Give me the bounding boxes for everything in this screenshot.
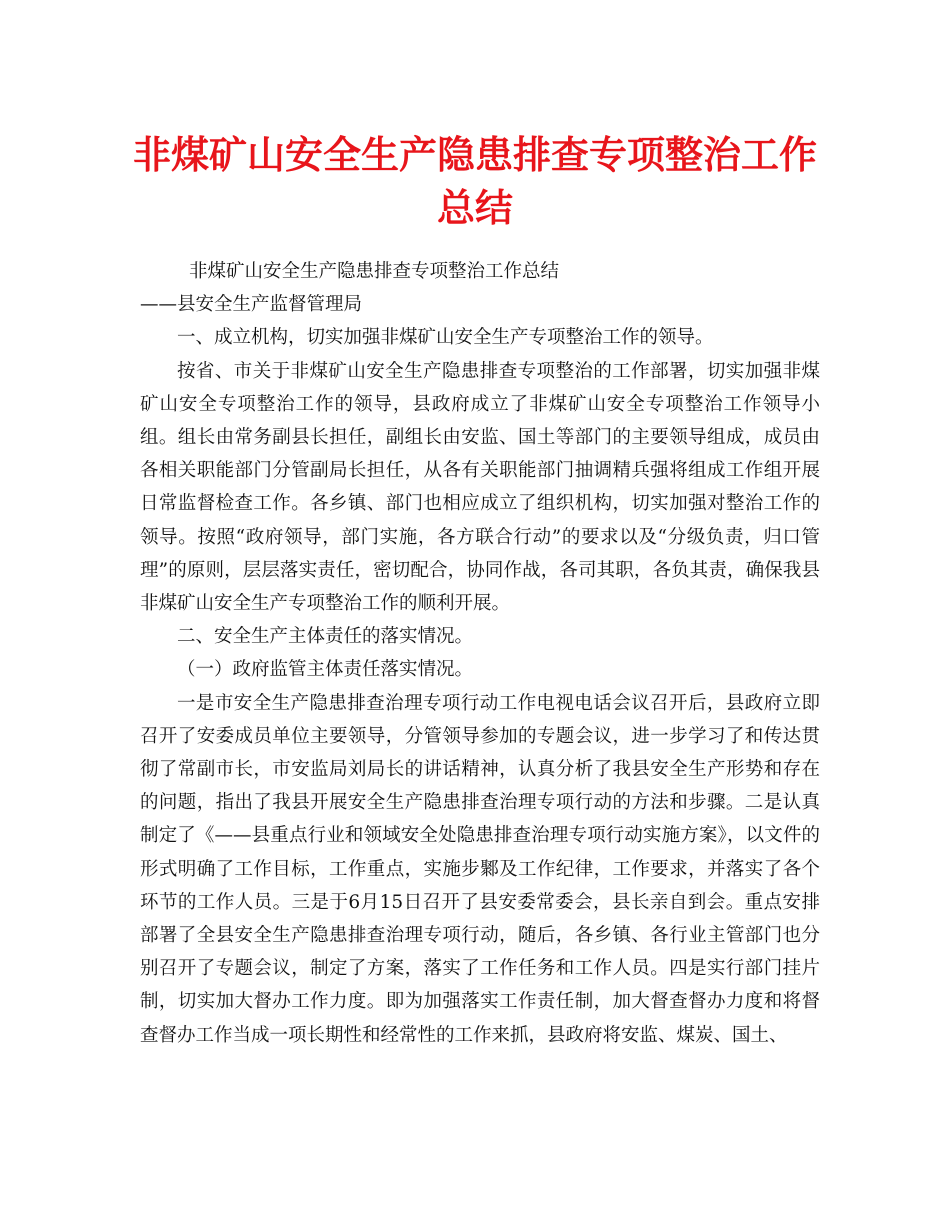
author-line: ——县安全生产监督管理局	[140, 294, 363, 316]
subtitle-line: 非煤矿山安全生产隐患排查专项整治工作总结	[189, 261, 560, 282]
section-heading-1: 一、成立机构，切实加强非煤矿山安全生产专项整治工作的领导。	[177, 327, 714, 349]
paragraph-2: 一是市安全生产隐患排查治理专项行动工作电视电话会议召开后，县政府立即召开了安委成员单位主要领导，分管领导参加的专题会议，进一步学习了和传达贯彻了常副市长，市安监局刘局长的讲话精神，认真分析了我县安全生产形势和存在的问题，指出了我县开展安全生产隐患排查治理专项行动的方法和步骤。二是认真制定了《——县重点行业和领域安全处隐患排查治理专项行动实施方案》，以文件的形式明确了工作目标，工作重点，实施步鄹及工作纪律，工作要求，并落实了各个环节的工作人员。三是于6月15日召开了县安委常委会，县长亲自到会。重点安排部署了全县安全生产隐患排查治理专项行动，随后，各乡镇、各行业主管部门也分别召开了专题会议，制定了方案，落实了工作任务和工作人员。四是实行部门挂片制，切实加大督办工作力度。即为加强落实工作责任制，加大督查督办力度和将督查督办工作当成一项长期性和经常性的工作来抓，县政府将安监、煤炭、国土、	[140, 692, 820, 1046]
paragraph-1: 按省、市关于非煤矿山安全生产隐患排查专项整治的工作部署，切实加强非煤矿山安全专项整治工作的领导，县政府成立了非煤矿山安全专项整治工作领导小组。组长由常务副县长担任，副组长由安监、国土等部门的主要领导组成，成员由各相关职能部门分管副局长担任，从各有关职能部门抽调精兵强将组成工作组开展日常监督检查工作。各乡镇、部门也相应成立了组织机构，切实加强对整治工作的领导。按照“政府领导，部门实施，各方联合行动”的要求以及“分级负责，归口管理”的原则，层层落实责任，密切配合，协同作战，各司其职，各负其责，确保我县非煤矿山安全生产专项整治工作的顺利开展。	[140, 360, 820, 615]
document-title: 非煤矿山安全生产隐患排查专项整治工作总结	[132, 132, 817, 230]
document-body	[140, 255, 820, 1052]
section-heading-2: 二、安全生产主体责任的落实情况。	[177, 626, 474, 648]
subsection-heading-1: （一）政府监管主体责任落实情况。	[177, 659, 474, 681]
